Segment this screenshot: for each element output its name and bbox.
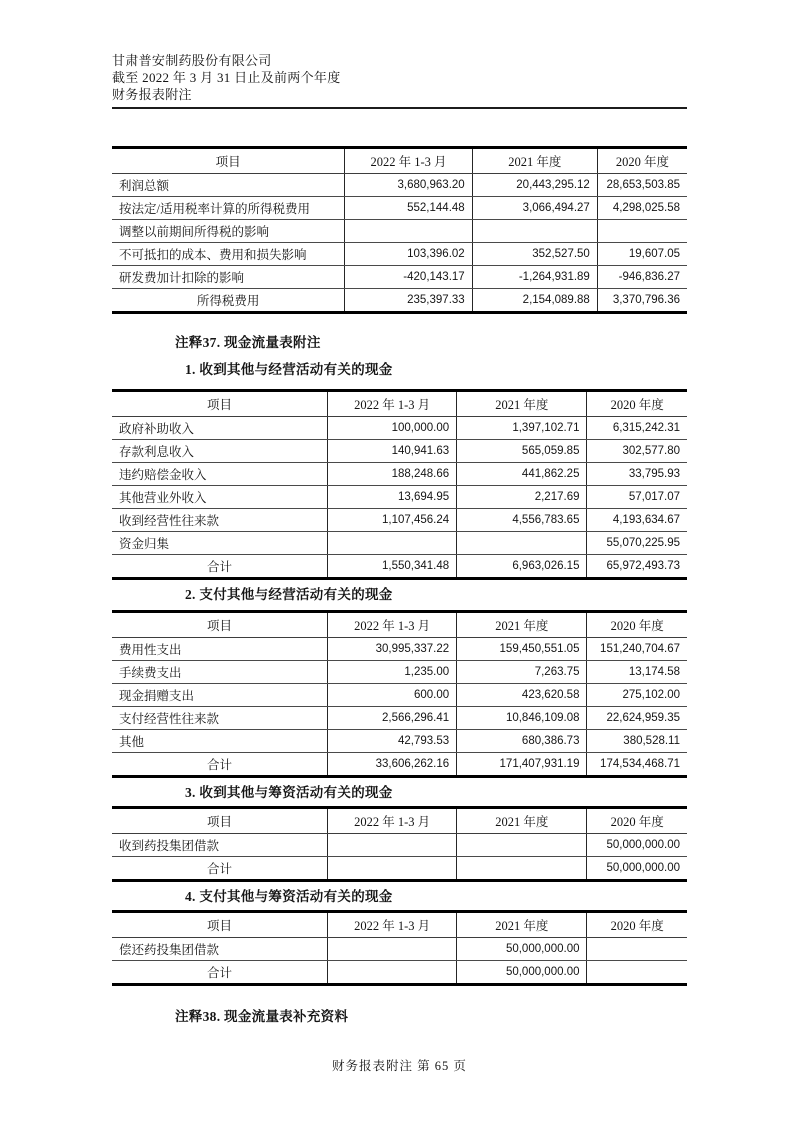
table-row xyxy=(112,638,687,661)
column-header: 2021 年度 xyxy=(472,148,597,174)
header-rule xyxy=(112,107,687,109)
value-cell xyxy=(328,961,457,985)
page-footer xyxy=(112,1056,687,1074)
column-header: 项目 xyxy=(112,808,328,834)
value-cell: 441,862.25 xyxy=(457,463,587,486)
other-operating-cash-received-table xyxy=(112,389,687,580)
row-label: 手续费支出 xyxy=(112,661,328,684)
table-row xyxy=(112,486,687,509)
column-header: 项目 xyxy=(112,148,345,174)
table-row xyxy=(112,707,687,730)
row-label: 支付经营性往来款 xyxy=(112,707,328,730)
column-header: 2021 年度 xyxy=(457,912,587,938)
column-header: 2021 年度 xyxy=(457,391,587,417)
column-header: 项目 xyxy=(112,912,328,938)
value-cell: 680,386.73 xyxy=(457,730,587,753)
note38-title: 注释38. 现金流量表补充资料 xyxy=(175,1009,349,1024)
value-cell: 6,315,242.31 xyxy=(587,417,687,440)
subsection1-title: 1. 收到其他与经营活动有关的现金 xyxy=(185,362,393,377)
value-cell: 7,263.75 xyxy=(457,661,587,684)
column-header: 2020 年度 xyxy=(587,808,687,834)
value-cell: 302,577.80 xyxy=(587,440,687,463)
value-cell: 565,059.85 xyxy=(457,440,587,463)
value-cell: 28,653,503.85 xyxy=(597,174,687,197)
row-label: 费用性支出 xyxy=(112,638,328,661)
value-cell: 57,017.07 xyxy=(587,486,687,509)
value-cell: 151,240,704.67 xyxy=(587,638,687,661)
value-cell xyxy=(457,834,587,857)
row-label: 合计 xyxy=(206,862,232,876)
table-row xyxy=(112,243,687,266)
total-row xyxy=(112,753,687,777)
column-header: 2022 年 1-3 月 xyxy=(345,148,472,174)
value-cell: 140,941.63 xyxy=(328,440,457,463)
row-label: 存款利息收入 xyxy=(112,440,328,463)
value-cell: 1,550,341.48 xyxy=(328,555,457,579)
value-cell: 275,102.00 xyxy=(587,684,687,707)
other-financing-cash-received-table xyxy=(112,806,687,882)
table-row xyxy=(112,417,687,440)
row-label: 调整以前期间所得税的影响 xyxy=(112,220,345,243)
column-header: 2022 年 1-3 月 xyxy=(328,912,457,938)
table-row xyxy=(112,220,687,243)
table-row xyxy=(112,440,687,463)
value-cell xyxy=(587,938,687,961)
value-cell: 65,972,493.73 xyxy=(587,555,687,579)
table-row xyxy=(112,834,687,857)
value-cell: 2,154,089.88 xyxy=(472,289,597,313)
table-header-row xyxy=(112,391,687,417)
value-cell: 50,000,000.00 xyxy=(587,834,687,857)
value-cell: 33,606,262.16 xyxy=(328,753,457,777)
row-label: 所得税费用 xyxy=(196,294,260,308)
table-row xyxy=(112,509,687,532)
row-label: 合计 xyxy=(206,966,232,980)
table-row xyxy=(112,266,687,289)
row-label: 合计 xyxy=(206,758,232,772)
table-row xyxy=(112,938,687,961)
note37-title: 注释37. 现金流量表附注 xyxy=(175,335,321,350)
value-cell: 3,370,796.36 xyxy=(597,289,687,313)
value-cell: 30,995,337.22 xyxy=(328,638,457,661)
column-header: 项目 xyxy=(112,391,328,417)
column-header: 项目 xyxy=(112,612,328,638)
value-cell: 55,070,225.95 xyxy=(587,532,687,555)
column-header: 2022 年 1-3 月 xyxy=(328,391,457,417)
value-cell: 50,000,000.00 xyxy=(457,938,587,961)
value-cell: -946,836.27 xyxy=(597,266,687,289)
row-label: 收到药投集团借款 xyxy=(112,834,328,857)
report-period: 截至 2022 年 3 月 31 日止及前两个年度 xyxy=(112,70,341,85)
row-label: 研发费加计扣除的影响 xyxy=(112,266,345,289)
value-cell: 159,450,551.05 xyxy=(457,638,587,661)
value-cell xyxy=(328,532,457,555)
value-cell: 50,000,000.00 xyxy=(457,961,587,985)
table-header-row xyxy=(112,912,687,938)
value-cell xyxy=(457,857,587,881)
footer-page-label: 财务报表附注 第 65 页 xyxy=(332,1059,467,1073)
total-row xyxy=(112,857,687,881)
value-cell xyxy=(597,220,687,243)
subsection2-title: 2. 支付其他与经营活动有关的现金 xyxy=(185,587,393,602)
table-row xyxy=(112,532,687,555)
value-cell: 22,624,959.35 xyxy=(587,707,687,730)
column-header: 2021 年度 xyxy=(457,612,587,638)
value-cell: 13,694.95 xyxy=(328,486,457,509)
value-cell xyxy=(328,857,457,881)
value-cell: 33,795.93 xyxy=(587,463,687,486)
value-cell: -420,143.17 xyxy=(345,266,472,289)
value-cell: 352,527.50 xyxy=(472,243,597,266)
value-cell: 552,144.48 xyxy=(345,197,472,220)
value-cell: 20,443,295.12 xyxy=(472,174,597,197)
value-cell: 171,407,931.19 xyxy=(457,753,587,777)
column-header: 2022 年 1-3 月 xyxy=(328,612,457,638)
row-label: 违约赔偿金收入 xyxy=(112,463,328,486)
income-tax-reconciliation-table xyxy=(112,146,687,314)
row-label: 其他营业外收入 xyxy=(112,486,328,509)
other-financing-cash-paid-table xyxy=(112,910,687,986)
table-row xyxy=(112,730,687,753)
table-header-row xyxy=(112,808,687,834)
value-cell: 3,680,963.20 xyxy=(345,174,472,197)
row-label: 收到经营性往来款 xyxy=(112,509,328,532)
table-row xyxy=(112,174,687,197)
value-cell xyxy=(345,220,472,243)
column-header: 2020 年度 xyxy=(587,912,687,938)
row-label: 偿还药投集团借款 xyxy=(112,938,328,961)
value-cell: 100,000.00 xyxy=(328,417,457,440)
table-header-row xyxy=(112,148,687,174)
company-name: 甘肃普安制药股份有限公司 xyxy=(112,53,272,68)
value-cell: 600.00 xyxy=(328,684,457,707)
value-cell: 2,217.69 xyxy=(457,486,587,509)
value-cell: 103,396.02 xyxy=(345,243,472,266)
column-header: 2020 年度 xyxy=(587,612,687,638)
total-row xyxy=(112,961,687,985)
table-row xyxy=(112,684,687,707)
table-row xyxy=(112,463,687,486)
value-cell: 2,566,296.41 xyxy=(328,707,457,730)
column-header: 2021 年度 xyxy=(457,808,587,834)
total-row xyxy=(112,289,687,313)
total-row xyxy=(112,555,687,579)
table-row xyxy=(112,197,687,220)
column-header: 2022 年 1-3 月 xyxy=(328,808,457,834)
value-cell: 235,397.33 xyxy=(345,289,472,313)
value-cell xyxy=(587,961,687,985)
table-header-row xyxy=(112,612,687,638)
row-label: 现金捐赠支出 xyxy=(112,684,328,707)
table-row xyxy=(112,661,687,684)
value-cell: 423,620.58 xyxy=(457,684,587,707)
value-cell: 10,846,109.08 xyxy=(457,707,587,730)
value-cell: 3,066,494.27 xyxy=(472,197,597,220)
row-label: 政府补助收入 xyxy=(112,417,328,440)
column-header: 2020 年度 xyxy=(597,148,687,174)
other-operating-cash-paid-table xyxy=(112,610,687,778)
row-label: 其他 xyxy=(112,730,328,753)
document-header xyxy=(112,52,687,103)
row-label: 利润总额 xyxy=(112,174,345,197)
value-cell: 1,235.00 xyxy=(328,661,457,684)
row-label: 合计 xyxy=(206,560,232,574)
row-label: 按法定/适用税率计算的所得税费用 xyxy=(112,197,345,220)
value-cell xyxy=(328,938,457,961)
value-cell: 380,528.11 xyxy=(587,730,687,753)
row-label: 不可抵扣的成本、费用和损失影响 xyxy=(112,243,345,266)
value-cell xyxy=(328,834,457,857)
value-cell: 50,000,000.00 xyxy=(587,857,687,881)
value-cell: 4,556,783.65 xyxy=(457,509,587,532)
value-cell xyxy=(457,532,587,555)
subsection3-title: 3. 收到其他与筹资活动有关的现金 xyxy=(185,785,393,800)
value-cell: 188,248.66 xyxy=(328,463,457,486)
value-cell: 6,963,026.15 xyxy=(457,555,587,579)
column-header: 2020 年度 xyxy=(587,391,687,417)
value-cell: 13,174.58 xyxy=(587,661,687,684)
value-cell: 19,607.05 xyxy=(597,243,687,266)
value-cell: 1,397,102.71 xyxy=(457,417,587,440)
row-label: 资金归集 xyxy=(112,532,328,555)
value-cell: 42,793.53 xyxy=(328,730,457,753)
value-cell xyxy=(472,220,597,243)
subsection4-title: 4. 支付其他与筹资活动有关的现金 xyxy=(185,889,393,904)
value-cell: 4,298,025.58 xyxy=(597,197,687,220)
report-title: 财务报表附注 xyxy=(112,87,192,102)
value-cell: -1,264,931.89 xyxy=(472,266,597,289)
value-cell: 4,193,634.67 xyxy=(587,509,687,532)
value-cell: 1,107,456.24 xyxy=(328,509,457,532)
value-cell: 174,534,468.71 xyxy=(587,753,687,777)
